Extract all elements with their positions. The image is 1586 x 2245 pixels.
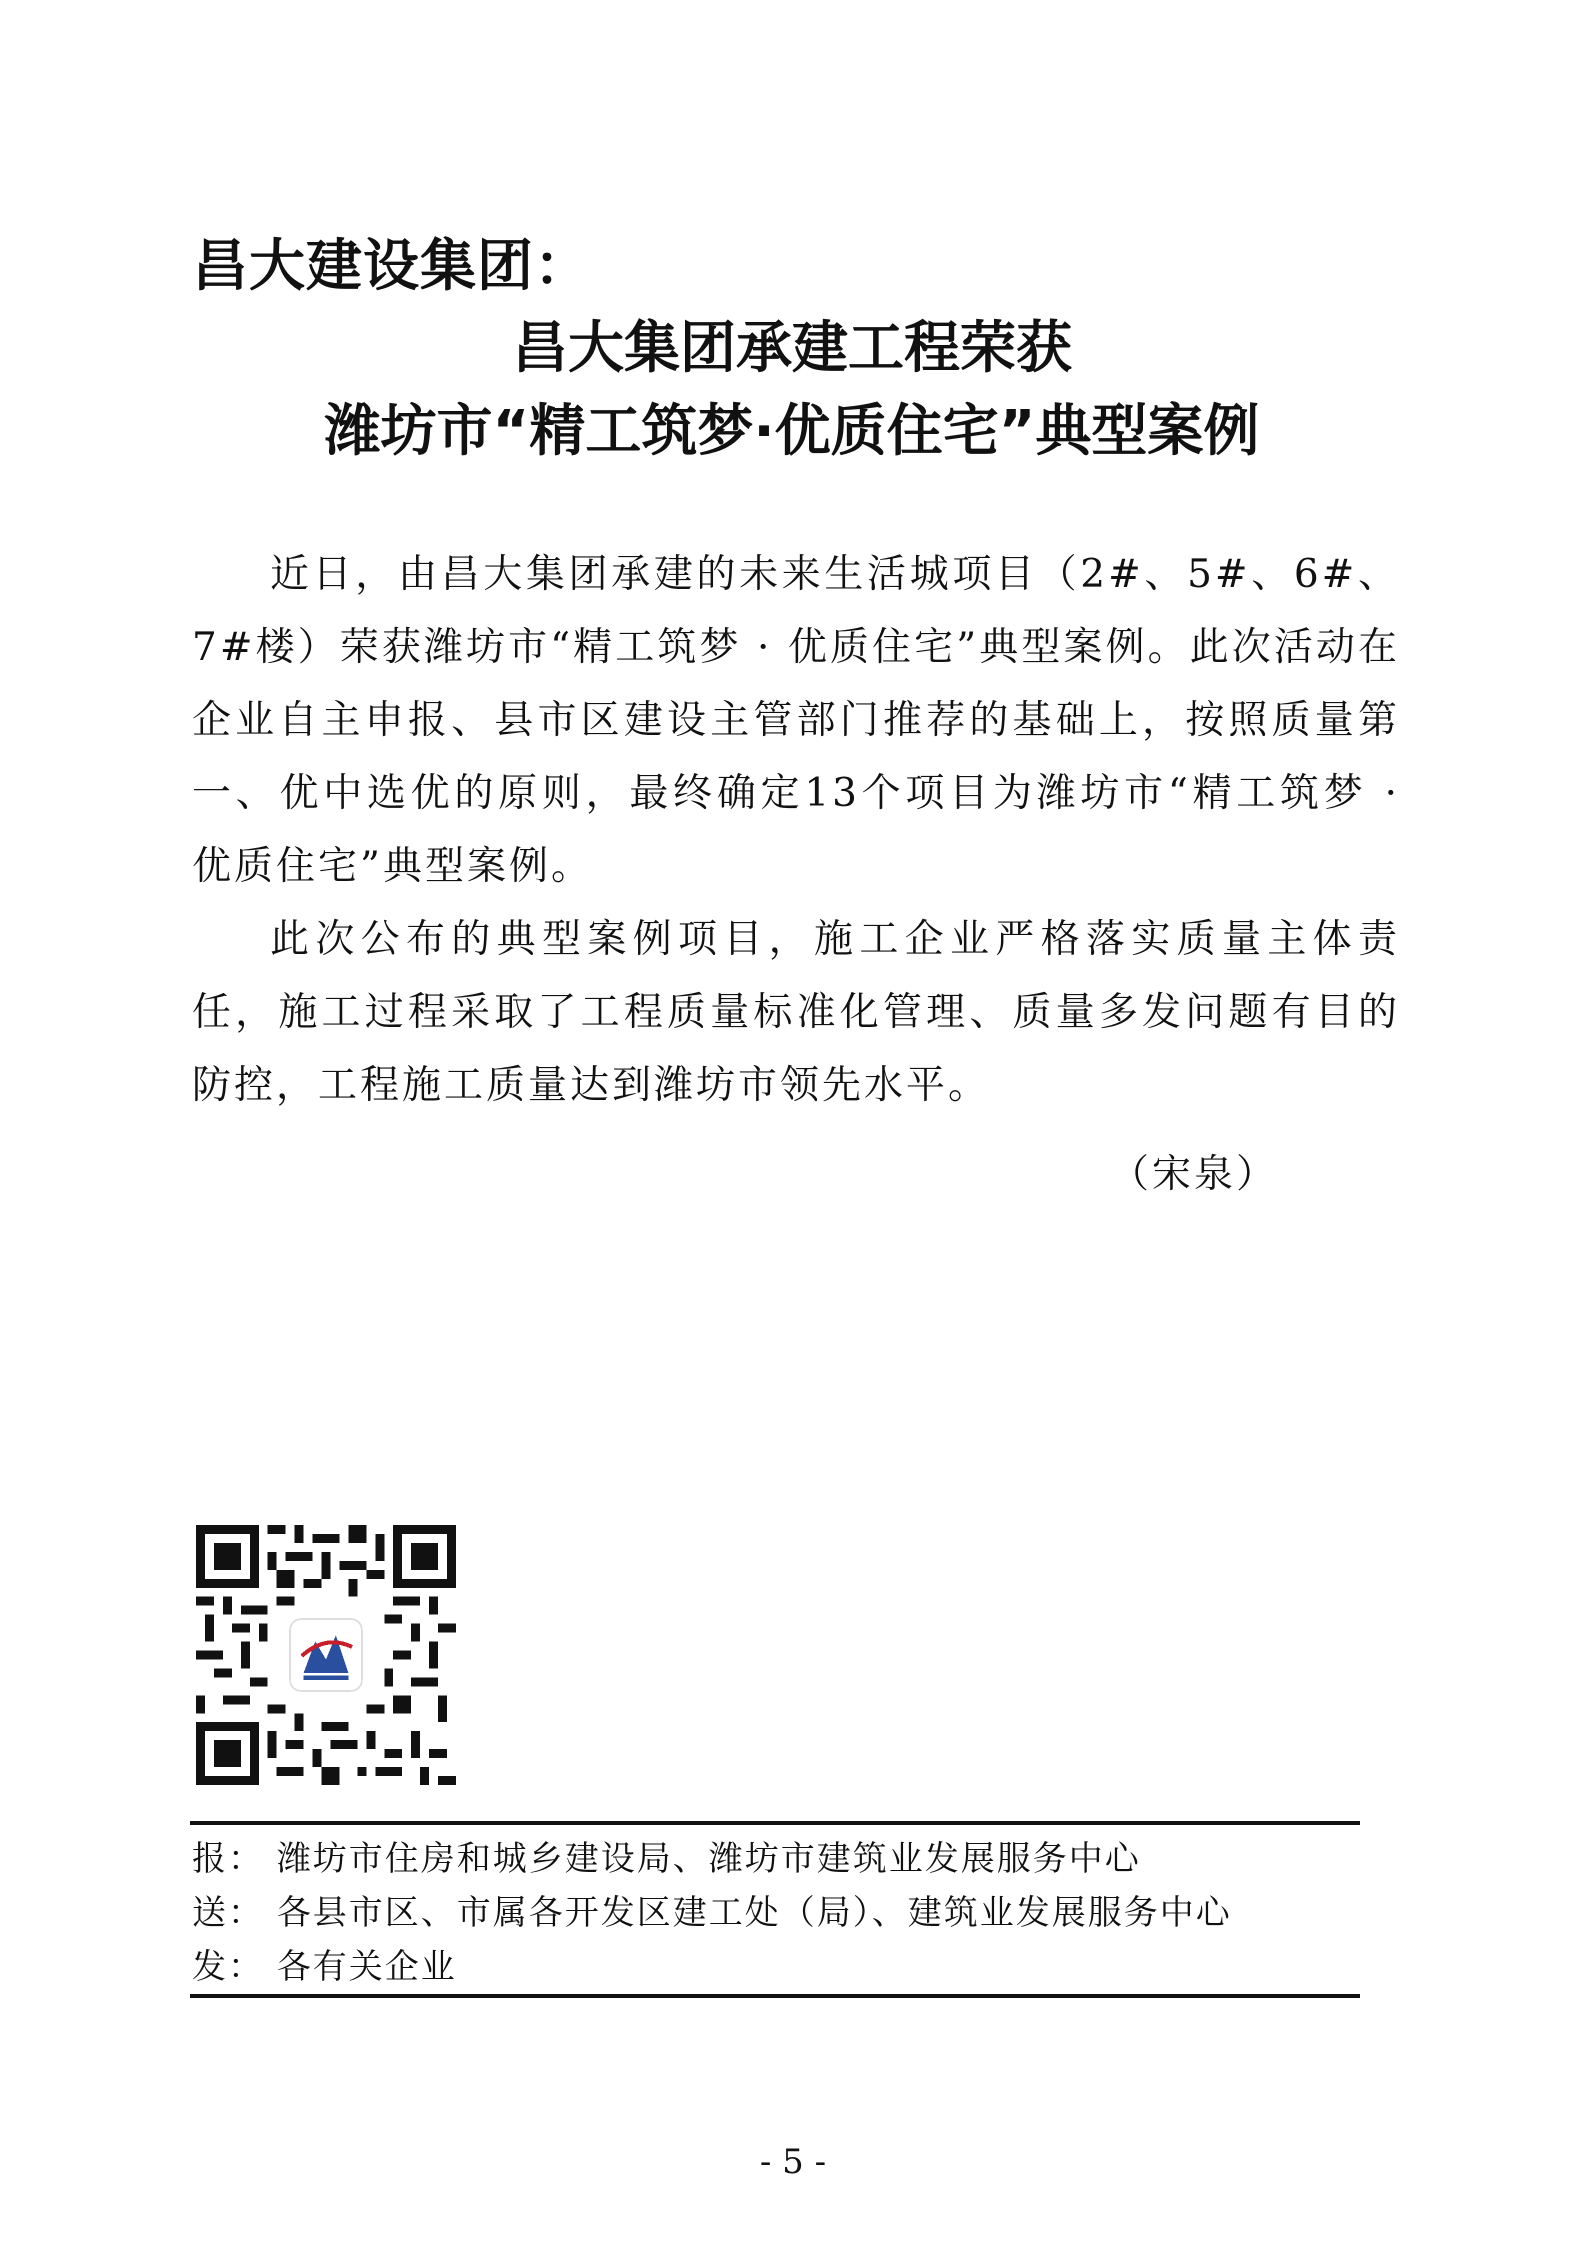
- headline-line-2: 潍坊市“精工筑梦·优质住宅”典型案例: [324, 399, 1260, 464]
- issue-label: 发：: [192, 1947, 264, 1987]
- report-value: 潍坊市住房和城乡建设局、潍坊市建筑业发展服务中心: [276, 1839, 1141, 1879]
- page-number: - 5 -: [759, 2142, 827, 2182]
- issue-row: [192, 1940, 1232, 1994]
- distribution-block: [192, 1832, 1232, 1994]
- send-row: [192, 1886, 1232, 1940]
- headline-line-1: 昌大集团承建工程荣获: [512, 316, 1072, 381]
- paragraph-2: 此次公布的典型案例项目，施工企业严格落实质量主体责任，施工过程采取了工程质量标准化管理、质量多发问题有目的防控，工程施工质量达到潍坊市领先水平。: [192, 917, 1400, 1108]
- org-title: 昌大建设集团：: [192, 234, 591, 299]
- distribution-top-rule: [190, 1821, 1360, 1825]
- send-label: 送：: [192, 1893, 264, 1933]
- report-row: [192, 1832, 1232, 1886]
- qr-code-icon: [196, 1525, 456, 1785]
- paragraph-1: 近日，由昌大集团承建的未来生活城项目（2#、5#、6#、7#楼）荣获潍坊市“精工筑梦 · 优质住宅”典型案例。此次活动在企业自主申报、县市区建设主管部门推荐的基础上，按照质量第一、优中选优的原则，最终确定13个项目为潍坊市“精工筑梦 · 优质住宅”典型案例。: [192, 552, 1400, 889]
- byline: （宋泉）: [1110, 1152, 1279, 1197]
- issue-value: 各有关企业: [276, 1947, 457, 1987]
- distribution-bottom-rule: [190, 1994, 1360, 1998]
- send-value: 各县市区、市属各开发区建工处（局）、建筑业发展服务中心: [276, 1893, 1232, 1933]
- report-label: 报：: [192, 1839, 264, 1879]
- article-body: [192, 538, 1400, 1122]
